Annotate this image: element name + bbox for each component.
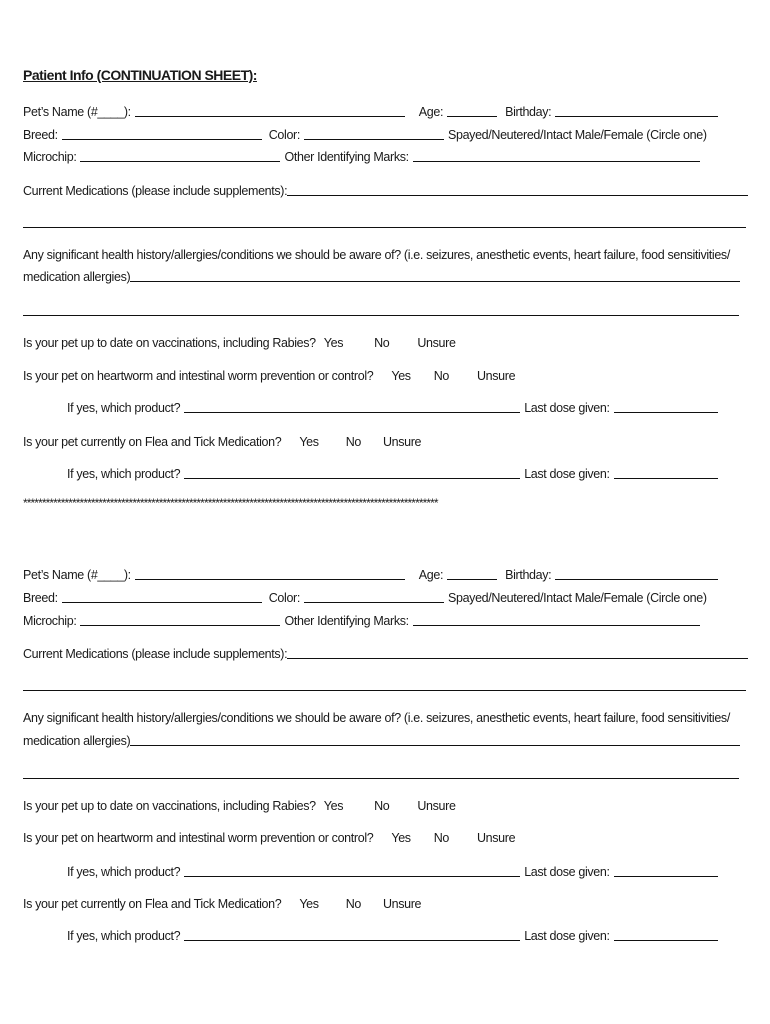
flea-tick-product-field[interactable] <box>184 465 520 479</box>
current-meds-label: Current Medications (please include supplements): <box>23 647 288 661</box>
microchip-field[interactable] <box>80 148 280 162</box>
vaccinations-yes[interactable]: Yes <box>323 799 344 813</box>
vaccinations-no[interactable]: No <box>374 336 390 350</box>
age-field[interactable] <box>447 103 497 117</box>
health-history-label: Any significant health history/allergies/conditions we should be aware of? (i.e. seizures, anesthetic events, heart failure, food sensitivities/ <box>23 248 730 262</box>
page-title: Patient Info (CONTINUATION SHEET): <box>23 67 257 83</box>
current-meds-field[interactable] <box>287 645 748 659</box>
color-label: Color: <box>268 591 300 605</box>
color-label: Color: <box>268 128 300 142</box>
health-history-extra-line[interactable] <box>23 315 739 316</box>
microchip-row <box>23 147 748 165</box>
heartworm-question: Is your pet on heartworm and intestinal worm prevention or control? <box>23 831 374 845</box>
heartworm-last-dose-label: Last dose given: <box>524 865 610 879</box>
birthday-label: Birthday: <box>505 105 552 119</box>
heartworm-product-row <box>67 862 748 880</box>
breed-label: Breed: <box>23 591 58 605</box>
heartworm-product-field[interactable] <box>184 399 520 413</box>
spay-status-label: Spayed/Neutered/Intact Male/Female (Circle one) <box>447 591 707 605</box>
flea-tick-product-label: If yes, which product? <box>67 929 181 943</box>
flea-tick-row <box>23 432 748 450</box>
other-marks-field[interactable] <box>413 612 700 626</box>
vaccinations-question: Is your pet up to date on vaccinations, including Rabies? <box>23 336 316 350</box>
breed-field[interactable] <box>62 126 262 140</box>
age-field[interactable] <box>447 566 497 580</box>
pet-name-row <box>23 102 748 120</box>
flea-tick-product-row <box>67 464 748 482</box>
flea-tick-yes[interactable]: Yes <box>299 435 319 449</box>
heartworm-unsure[interactable]: Unsure <box>476 831 516 845</box>
heartworm-product-label: If yes, which product? <box>67 865 181 879</box>
flea-tick-no[interactable]: No <box>345 435 361 449</box>
flea-tick-product-row <box>67 926 748 944</box>
flea-tick-row <box>23 894 748 912</box>
vaccinations-question: Is your pet up to date on vaccinations, including Rabies? <box>23 799 316 813</box>
other-marks-label: Other Identifying Marks: <box>284 614 409 628</box>
breed-field[interactable] <box>62 589 262 603</box>
flea-tick-question: Is your pet currently on Flea and Tick Medication? <box>23 897 282 911</box>
flea-tick-last-dose-label: Last dose given: <box>524 929 610 943</box>
breed-row <box>23 588 748 606</box>
health-history-label: Any significant health history/allergies/conditions we should be aware of? (i.e. seizures, anesthetic events, heart failure, food sensitivities/ <box>23 711 730 725</box>
heartworm-unsure[interactable]: Unsure <box>476 369 516 383</box>
heartworm-no[interactable]: No <box>433 831 449 845</box>
current-meds-field[interactable] <box>287 182 748 196</box>
microchip-label: Microchip: <box>23 150 77 164</box>
heartworm-last-dose-field[interactable] <box>614 399 718 413</box>
current-meds-extra-line[interactable] <box>23 227 746 228</box>
other-marks-label: Other Identifying Marks: <box>284 150 409 164</box>
heartworm-product-field[interactable] <box>184 863 520 877</box>
heartworm-product-row <box>67 398 748 416</box>
vaccinations-row <box>23 796 748 814</box>
health-history-row-2 <box>23 731 748 749</box>
health-history-row-1 <box>23 245 748 263</box>
microchip-field[interactable] <box>80 612 280 626</box>
flea-tick-unsure[interactable]: Unsure <box>382 435 422 449</box>
age-label: Age: <box>418 568 444 582</box>
health-history-field[interactable] <box>130 268 740 282</box>
heartworm-last-dose-label: Last dose given: <box>524 401 610 415</box>
section-separator: ************************************************************************************************************** <box>23 496 438 510</box>
pet-name-field[interactable] <box>135 103 405 117</box>
birthday-label: Birthday: <box>505 568 552 582</box>
age-label: Age: <box>418 105 444 119</box>
current-meds-row <box>23 644 748 662</box>
heartworm-row <box>23 828 748 846</box>
flea-tick-unsure[interactable]: Unsure <box>382 897 422 911</box>
vaccinations-row <box>23 333 748 351</box>
vaccinations-no[interactable]: No <box>374 799 390 813</box>
breed-row <box>23 125 748 143</box>
flea-tick-product-label: If yes, which product? <box>67 467 181 481</box>
vaccinations-yes[interactable]: Yes <box>323 336 344 350</box>
heartworm-no[interactable]: No <box>433 369 449 383</box>
flea-tick-last-dose-field[interactable] <box>614 927 718 941</box>
microchip-row <box>23 611 748 629</box>
heartworm-yes[interactable]: Yes <box>391 831 411 845</box>
pet-name-field[interactable] <box>135 566 405 580</box>
current-meds-row <box>23 181 748 199</box>
health-history-row-1 <box>23 708 748 726</box>
pet-name-label: Pet’s Name (#____): <box>23 568 131 582</box>
flea-tick-product-field[interactable] <box>184 927 520 941</box>
flea-tick-no[interactable]: No <box>345 897 361 911</box>
vaccinations-unsure[interactable]: Unsure <box>417 799 456 813</box>
heartworm-question: Is your pet on heartworm and intestinal worm prevention or control? <box>23 369 374 383</box>
pet-name-row <box>23 565 748 583</box>
current-meds-label: Current Medications (please include supplements): <box>23 184 288 198</box>
birthday-field[interactable] <box>555 566 718 580</box>
color-field[interactable] <box>304 589 444 603</box>
health-history-label-cont: medication allergies) <box>23 734 131 748</box>
heartworm-last-dose-field[interactable] <box>614 863 718 877</box>
flea-tick-question: Is your pet currently on Flea and Tick Medication? <box>23 435 282 449</box>
pet-name-label: Pet’s Name (#____): <box>23 105 131 119</box>
breed-label: Breed: <box>23 128 58 142</box>
microchip-label: Microchip: <box>23 614 77 628</box>
health-history-extra-line[interactable] <box>23 778 739 779</box>
spay-status-label: Spayed/Neutered/Intact Male/Female (Circle one) <box>447 128 707 142</box>
flea-tick-yes[interactable]: Yes <box>299 897 319 911</box>
health-history-row-2 <box>23 267 748 285</box>
heartworm-row <box>23 366 748 384</box>
health-history-field[interactable] <box>130 732 740 746</box>
heartworm-product-label: If yes, which product? <box>67 401 181 415</box>
flea-tick-last-dose-field[interactable] <box>614 465 718 479</box>
current-meds-extra-line[interactable] <box>23 690 746 691</box>
flea-tick-last-dose-label: Last dose given: <box>524 467 610 481</box>
birthday-field[interactable] <box>555 103 718 117</box>
other-marks-field[interactable] <box>413 148 700 162</box>
vaccinations-unsure[interactable]: Unsure <box>417 336 456 350</box>
health-history-label-cont: medication allergies) <box>23 270 131 284</box>
color-field[interactable] <box>304 126 444 140</box>
heartworm-yes[interactable]: Yes <box>391 369 411 383</box>
